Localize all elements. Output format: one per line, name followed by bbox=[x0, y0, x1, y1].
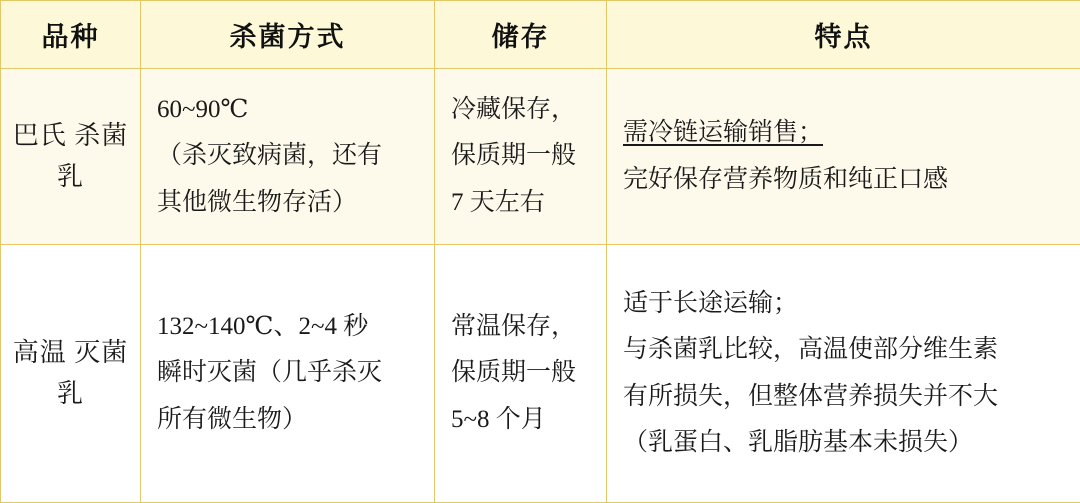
cell-storage-pasteurized bbox=[435, 69, 607, 245]
storage-line: 5~8 个月 bbox=[451, 405, 546, 433]
header-row bbox=[1, 1, 1080, 69]
variety-line: 巴氏 bbox=[12, 121, 67, 151]
method-line: 132~140℃、2~4 秒 bbox=[157, 313, 369, 341]
column-header-variety: 品种 bbox=[1, 1, 141, 69]
variety-line: 灭菌乳 bbox=[56, 338, 129, 408]
method-line: 其他微生物存活） bbox=[157, 188, 358, 216]
variety-line: 杀菌乳 bbox=[56, 121, 129, 191]
variety-line: 高温 bbox=[12, 338, 67, 368]
cell-variety-uht bbox=[1, 245, 141, 503]
table-row bbox=[1, 245, 1080, 503]
method-line: 60~90℃ bbox=[157, 96, 249, 124]
storage-line: 常温保存， bbox=[451, 313, 577, 341]
feature-line: 完好保存营养物质和纯正口感 bbox=[623, 165, 949, 193]
cell-features-pasteurized bbox=[607, 69, 1080, 245]
table-row bbox=[1, 69, 1080, 245]
cell-method-pasteurized bbox=[141, 69, 435, 245]
column-header-features: 特点 bbox=[607, 1, 1080, 69]
table-body bbox=[1, 69, 1080, 503]
method-line: 瞬时灭菌（几乎杀灭 bbox=[157, 359, 383, 387]
method-line: 所有微生物） bbox=[157, 405, 308, 433]
cell-storage-uht bbox=[435, 245, 607, 503]
cell-method-uht bbox=[141, 245, 435, 503]
feature-line: 需冷链运输销售； bbox=[623, 119, 824, 147]
storage-line: 7 天左右 bbox=[451, 188, 545, 216]
storage-line: 冷藏保存， bbox=[451, 96, 577, 124]
column-header-storage: 储存 bbox=[435, 1, 607, 69]
storage-line: 保质期一般 bbox=[451, 142, 577, 170]
table-header bbox=[1, 1, 1080, 69]
feature-line: （乳蛋白、乳脂肪基本未损失） bbox=[623, 428, 974, 456]
method-line: （杀灭致病菌，还有 bbox=[157, 142, 383, 170]
cell-variety-pasteurized bbox=[1, 69, 141, 245]
feature-line: 适于长途运输； bbox=[623, 290, 799, 317]
storage-line: 保质期一般 bbox=[451, 359, 577, 387]
column-header-sterilization-method: 杀菌方式 bbox=[141, 1, 435, 69]
feature-line: 与杀菌乳比较，高温使部分维生素 bbox=[623, 336, 999, 364]
feature-line: 有所损失，但整体营养损失并不大 bbox=[623, 382, 999, 410]
cell-features-uht bbox=[607, 245, 1080, 503]
